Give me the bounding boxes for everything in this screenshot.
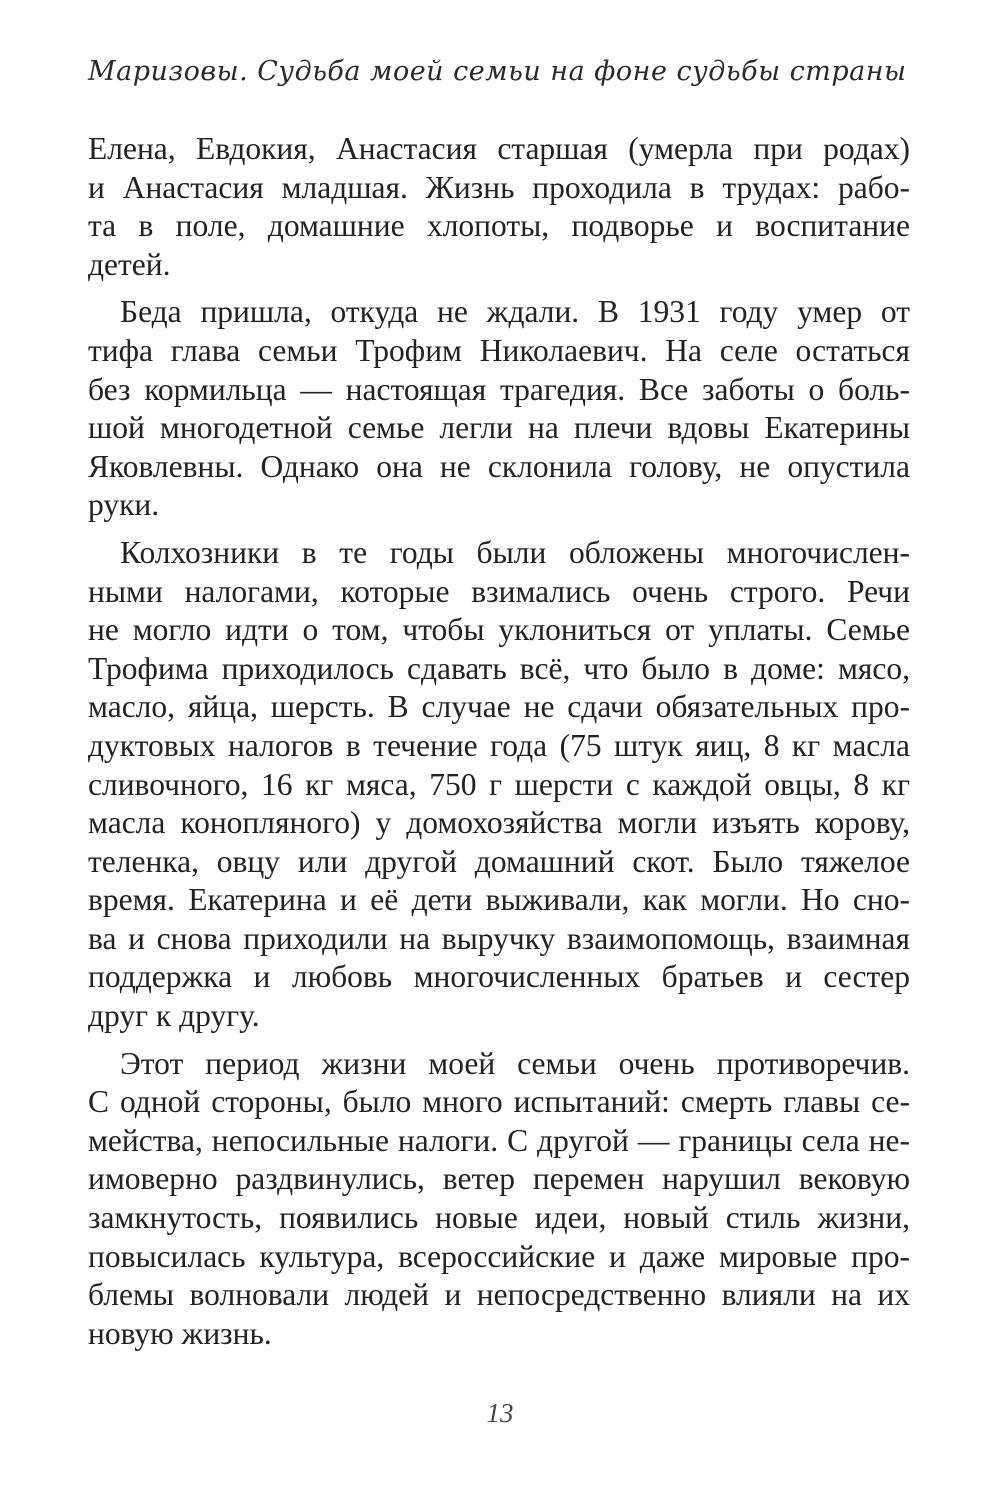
text-line: сливочного, 16 кг мяса, 750 г шерсти с каждой овцы, 8 кг — [88, 766, 910, 802]
paragraph — [88, 293, 910, 525]
text-line: мейства, непосильные налоги. С другой — границы села не- — [88, 1122, 910, 1158]
text-line: Трофима приходилось сдавать всё, что было в доме: мясо, — [88, 650, 910, 686]
page-number: 13 — [486, 1398, 514, 1428]
text-line: Этот период жизни моей семьи очень противоречив. — [120, 1045, 910, 1081]
text-line: имоверно раздвинулись, ветер перемен нарушил вековую — [88, 1161, 910, 1197]
text-line: шой многодетной семье легли на плечи вдовы Екатерины — [88, 410, 910, 446]
text-line: время. Екатерина и её дети выживали, как могли. Но сно- — [88, 882, 910, 918]
text-line: С одной стороны, было много испытаний: смерть главы се- — [88, 1084, 910, 1120]
text-line: повысилась культура, всероссийские и даже мировые про- — [88, 1238, 910, 1274]
text-line: руки. — [88, 487, 160, 523]
text-line: ными налогами, которые взимались очень строго. Речи — [88, 573, 910, 609]
text-line: без кормильца — настоящая трагедия. Все заботы о боль- — [88, 371, 910, 407]
text-line: тифа глава семьи Трофим Николаевич. На селе остаться — [88, 332, 910, 368]
running-header-title: Маризовы. Судьба моей семьи на фоне судьбы страны — [88, 56, 907, 87]
text-line: Беда пришла, откуда не ждали. В 1931 году умер от — [120, 294, 910, 330]
text-line: блемы волновали людей и непосредственно влияли на их — [88, 1277, 910, 1313]
text-line: масла конопляного) у домохозяйства могли изъять корову, — [88, 805, 910, 841]
text-line: масло, яйца, шерсть. В случае не сдачи обязательных про- — [88, 689, 910, 725]
text-line: дуктовых налогов в течение года (75 штук яиц, 8 кг масла — [88, 727, 910, 763]
text-line: не могло идти о том, чтобы уклониться от уплаты. Семье — [88, 612, 910, 648]
text-line: и Анастасия младшая. Жизнь проходила в трудах: рабо- — [88, 169, 910, 205]
text-line: Колхозники в те годы были обложены многочислен- — [120, 534, 910, 570]
paragraph — [88, 130, 910, 284]
text-line: ва и снова приходили на выручку взаимопомощь, взаимная — [88, 920, 910, 956]
text-line: поддержка и любовь многочисленных братьев и сестер — [88, 959, 910, 995]
text-line: новую жизнь. — [88, 1315, 272, 1351]
paragraph — [88, 1045, 910, 1354]
text-line: друг к другу. — [88, 998, 260, 1034]
text-line: теленка, овцу или другой домашний скот. Было тяжелое — [88, 843, 910, 879]
text-line: замкнутость, появились новые идеи, новый стиль жизни, — [88, 1200, 910, 1236]
body-text — [88, 130, 910, 1362]
paragraph — [88, 534, 910, 1036]
text-line: та в поле, домашние хлопоты, подворье и воспитание — [88, 208, 910, 244]
text-line: детей. — [88, 246, 171, 282]
text-line: Яковлевны. Однако она не склонила голову, не опустила — [88, 448, 910, 484]
text-line: Елена, Евдокия, Анастасия старшая (умерла при родах) — [88, 131, 910, 166]
